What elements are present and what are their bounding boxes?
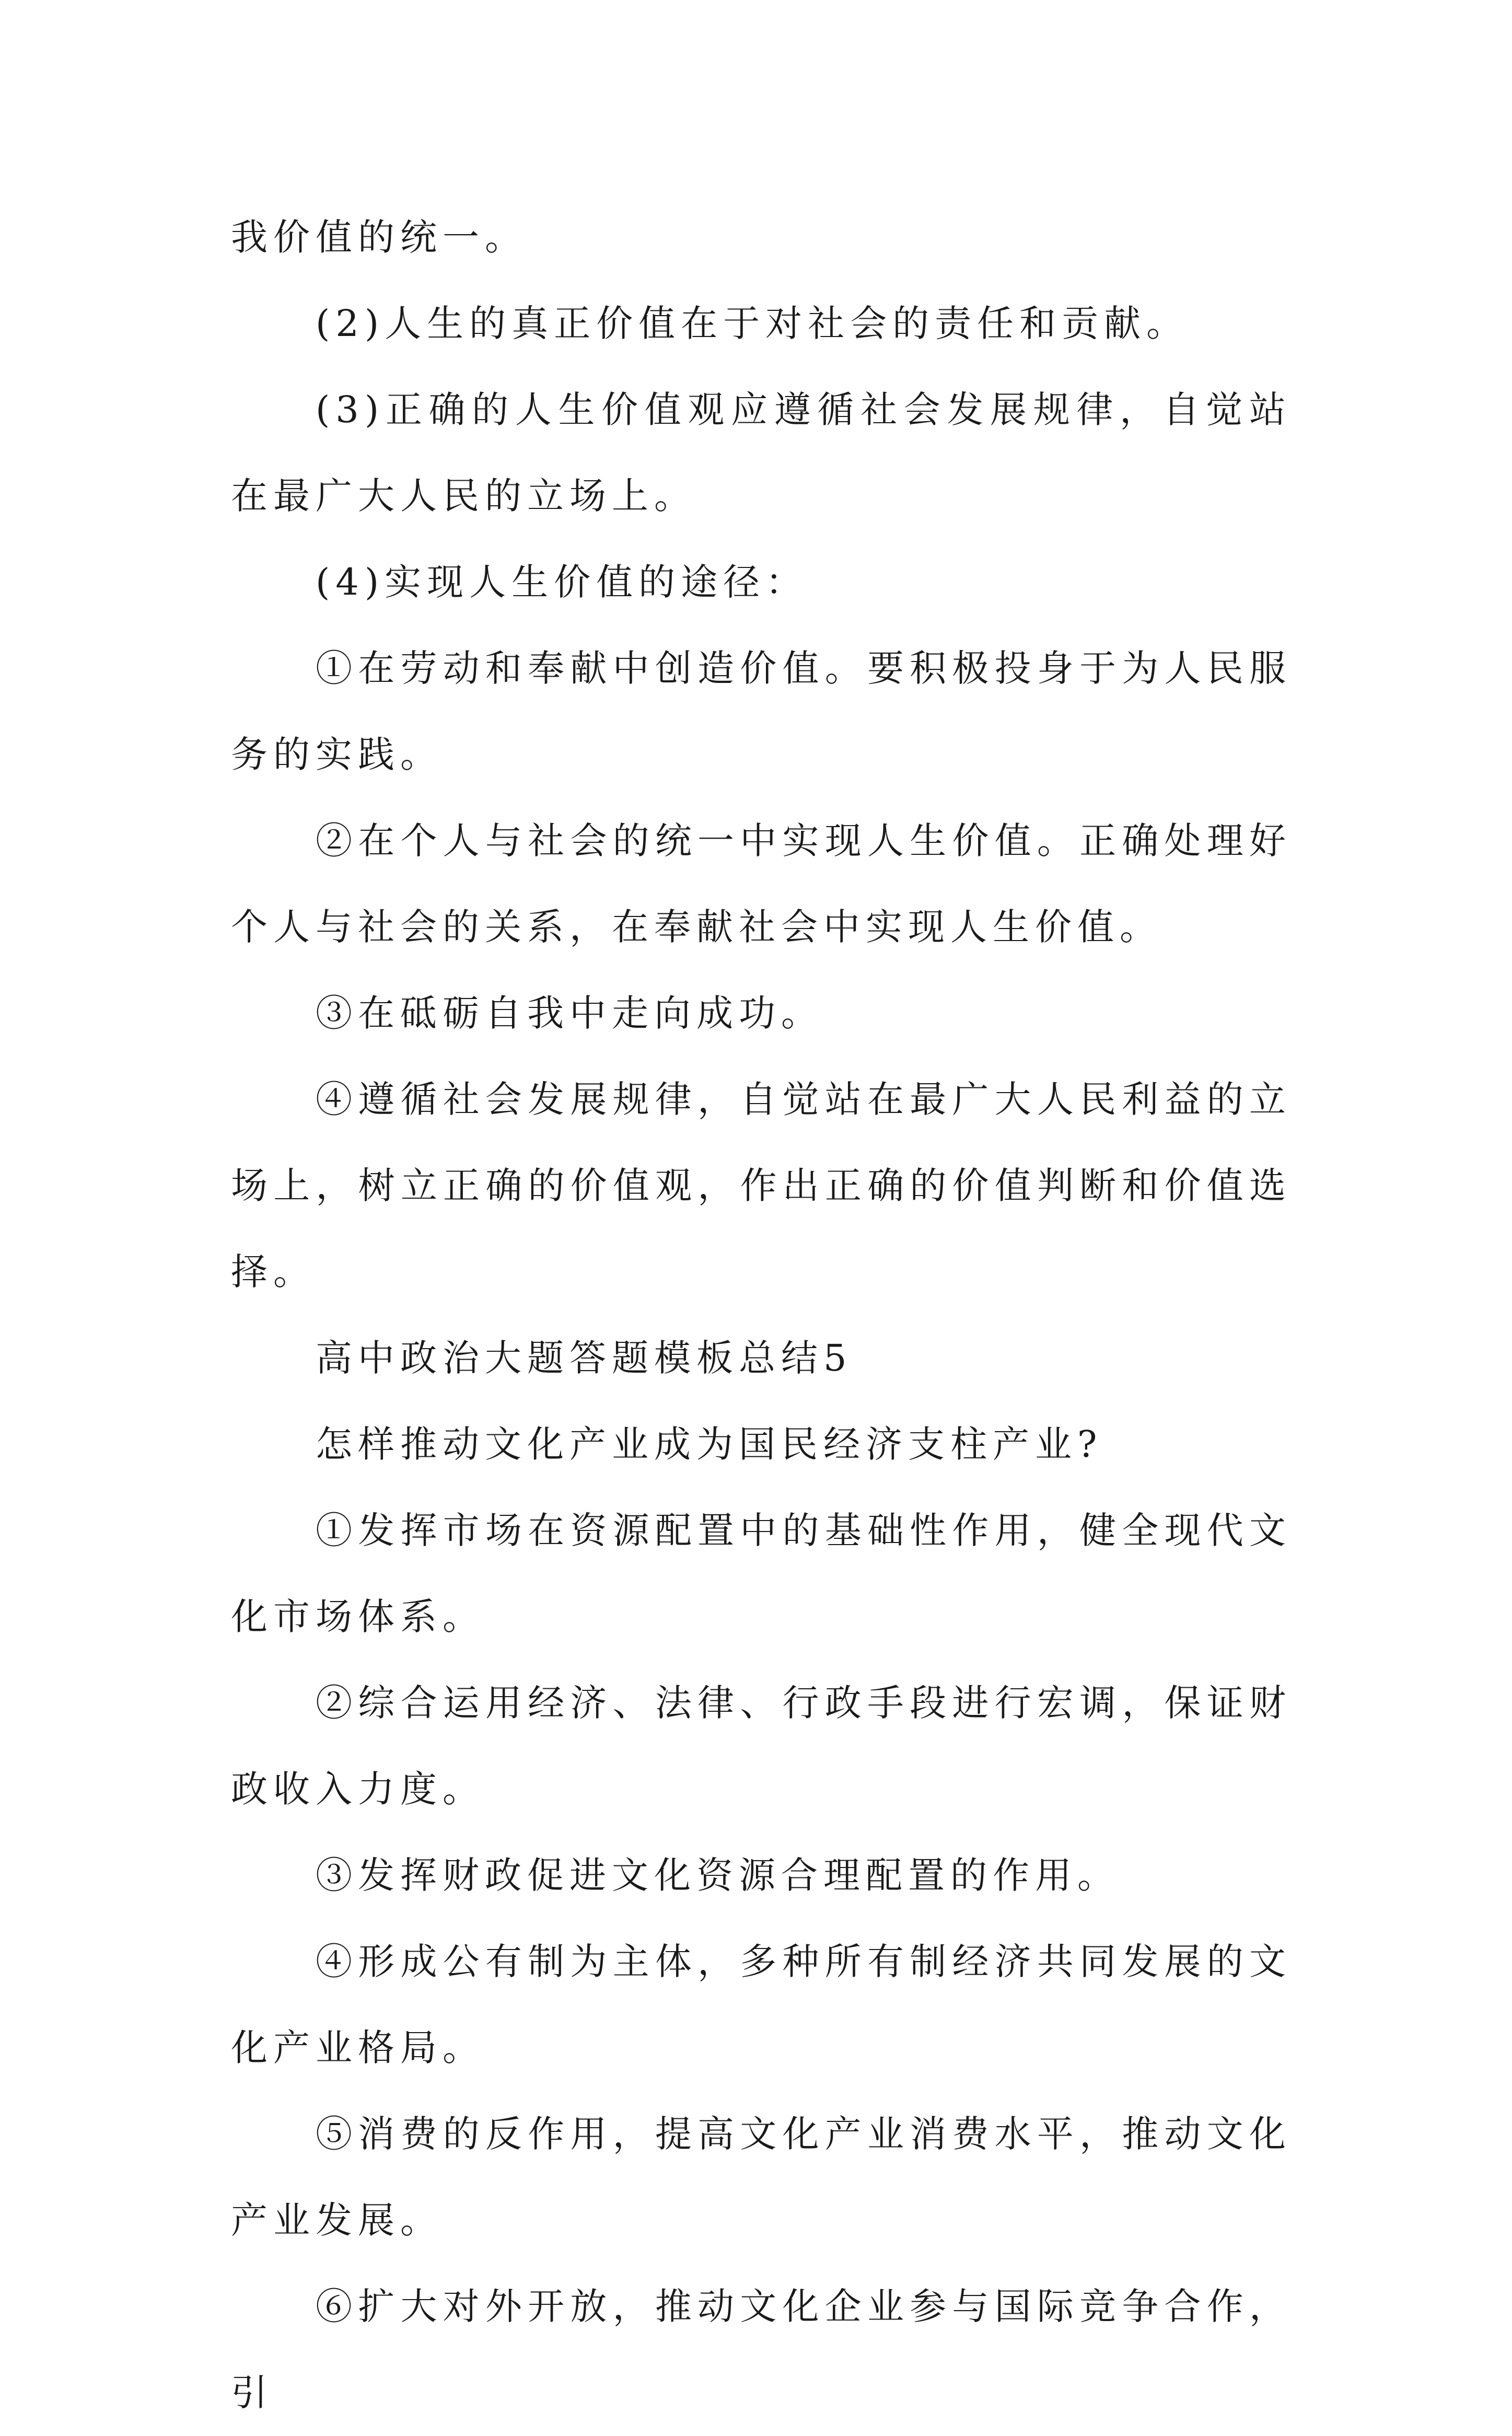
paragraph-2: (2)人生的真正价值在于对社会的责任和贡献。 — [316, 302, 1189, 345]
paragraph-15: ⑤消费的反作用，提高文化产业消费水平，推动文化产业发展。 — [231, 2113, 1292, 2242]
paragraph-12: ②综合运用经济、法律、行政手段进行宏调，保证财政收入力度。 — [231, 1681, 1292, 1811]
paragraph-6: ②在个人与社会的统一中实现人生价值。正确处理好个人与社会的关系，在奉献社会中实现人生价值。 — [231, 819, 1292, 948]
paragraph-1: 我价值的统一。 — [231, 216, 527, 259]
paragraph-14: ④形成公有制为主体，多种所有制经济共同发展的文化产业格局。 — [231, 1940, 1292, 2069]
paragraph-7: ③在砥砺自我中走向成功。 — [316, 992, 823, 1035]
document-body — [231, 194, 1292, 2436]
paragraph-8: ④遵循社会发展规律，自觉站在最广大人民利益的立场上，树立正确的价值观，作出正确的价值判断和价值选择。 — [231, 1078, 1292, 1293]
paragraph-3: (3)正确的人生价值观应遵循社会发展规律，自觉站在最广大人民的立场上。 — [231, 388, 1292, 517]
paragraph-5: ①在劳动和奉献中创造价值。要积极投身于为人民服务的实践。 — [231, 647, 1292, 776]
paragraph-16: ⑥扩大对外开放，推动文化企业参与国际竞争合作，引 — [231, 2285, 1292, 2414]
paragraph-4: (4)实现人生价值的途径： — [316, 561, 808, 604]
paragraph-11: ①发挥市场在资源配置中的基础性作用，健全现代文化市场体系。 — [231, 1509, 1292, 1638]
question-line: 怎样推动文化产业成为国民经济支柱产业? — [316, 1423, 1103, 1466]
section-heading: 高中政治大题答题模板总结5 — [316, 1337, 853, 1379]
paragraph-13: ③发挥财政促进文化资源合理配置的作用。 — [316, 1854, 1120, 1897]
